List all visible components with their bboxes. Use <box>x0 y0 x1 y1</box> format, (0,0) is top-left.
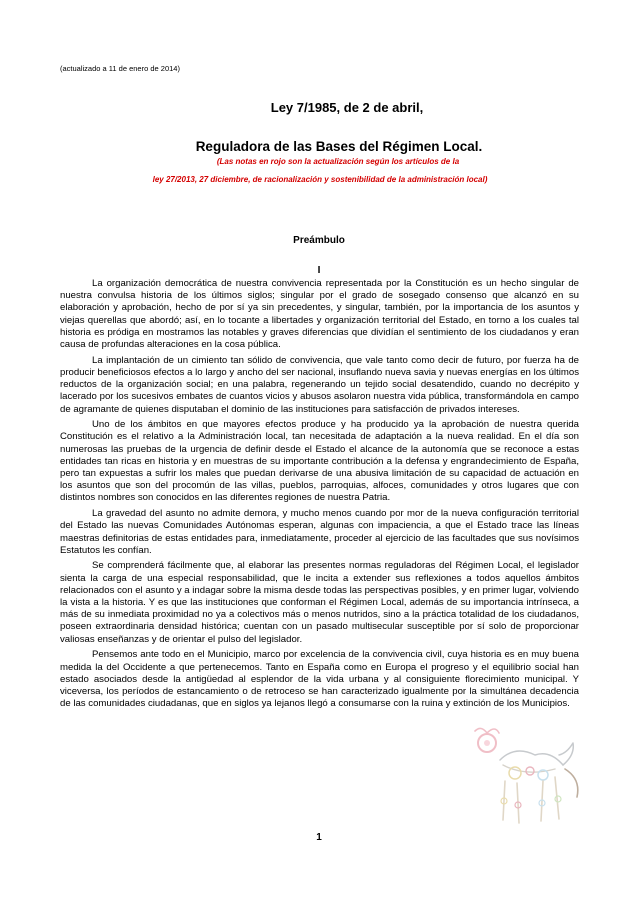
decorative-doodle-icon <box>455 725 595 845</box>
update-note: (actualizado a 11 de enero de 2014) <box>60 64 180 73</box>
paragraph: La implantación de un cimiento tan sólido de convivencia, que vale tanto como decir de futuro, por fuerza ha de producir beneficiosos efectos a lo largo y ancho del ser nacional, insuflando nueva savia y nuevas energías en los últimos reductos de la organización social; en una palabra, regenerando un tejido social desatendido, cuando no decrépito y lacerado por los sucesivos embates de cuantos vicios y abusos asolaron nuestra vida pública, transformándola en campo de agramante de quienes disputaban el dominio de las instituciones para satisfacción de privados intereses. <box>60 354 579 415</box>
section-numeral: I <box>317 265 321 276</box>
section-heading: Preámbulo <box>293 235 345 246</box>
red-note-line-1: (Las notas en rojo son la actualización según los artículos de la <box>216 157 460 166</box>
law-subtitle: Reguladora de las Bases del Régimen Local. <box>195 139 483 154</box>
red-note-line-2: ley 27/2013, 27 diciembre, de racionalización y sostenibilidad de la administración local) <box>152 175 488 184</box>
law-title: Ley 7/1985, de 2 de abril, <box>270 100 424 115</box>
body-text <box>60 278 579 714</box>
paragraph: Se comprenderá fácilmente que, al elaborar las presentes normas reguladoras del Régimen Local, el legislador sienta la carga de una especial responsabilidad, que le incita a extender sus reflexiones a todos aquellos ámbitos relacionados con el asunto y a indagar sobre la misma desde todas las perspectivas posibles, y en primer lugar, volviendo la vista a la historia. Y es que las instituciones que conforman el Régimen Local, además de su importancia intrínseca, a más de su inmediata proximidad no ya a colectivos más o menos nutridos, sino a la práctica totalidad de los ciudadanos, poseen extraordinaria densidad histórica; cuentan con un pasado multisecular susceptible por sí solo de proporcionar valiosas enseñanzas y de orientar el pulso del legislador. <box>60 560 579 645</box>
paragraph: Pensemos ante todo en el Municipio, marco por excelencia de la convivencia civil, cuya historia es en muy buena medida la del Occidente a que pertenecemos. Tanto en España como en Europa el progreso y el equilibrio social han estado asociados desde la antigüedad al esplendor de la vida urbana y al consiguiente florecimiento municipal. Y viceversa, los períodos de estancamiento o de retroceso se han caracterizado igualmente por la simultánea decadencia de las comunidades ciudadanas, que en siglos ya lejanos llegó a consumarse con la ruina y extinción de los Municipios. <box>60 649 579 710</box>
paragraph: La gravedad del asunto no admite demora, y mucho menos cuando por mor de la nueva configuración territorial del Estado las nuevas Comunidades Autónomas esperan, algunas con impaciencia, a que el Estado trace las líneas maestras definitorias de estas entidades para, inmediatamente, proceder al ejercicio de las facultades que sus novísimos Estatutos les confían. <box>60 508 579 556</box>
paragraph: Uno de los ámbitos en que mayores efectos produce y ha producido ya la aprobación de nuestra querida Constitución es el relativo a la Administración local, tan necesitada de adaptación a la nueva realidad. En el día son numerosas las pruebas de la urgencia de definir desde el Estado el alcance de la autonomía que se reconoce a estas entidades tan ricas en historia y en muestras de su importante contribución a la defensa y engrandecimiento de España, pero tan expuestas a sufrir los males que puedan derivarse de una abusiva limitación de su capacidad de actuación en los asuntos que son del procomún de las villas, pueblos, parroquias, alfoces, comunidades y otros lugares que con distintos nombres son conocidos en las diferentes regiones de nuestra Patria. <box>60 419 579 504</box>
page-number: 1 <box>316 832 322 843</box>
paragraph: La organización democrática de nuestra convivencia representada por la Constitución es un hecho singular de nuestra convulsa historia de los últimos siglos; singular por el grado de sosegado consenso que alcanzó en su elaboración y aprobación, hecho de por sí ya sin precedentes, y singular, también, por la importancia de los asuntos y viejas querellas que abordó; así, en lo tocante a libertades y organización territorial del Estado, en torno a los cuales tal historia es pródiga en mostramos las notables y graves diferencias que dividían el sentimiento de los ciudadanos y eran causa de profundas alteraciones en la cosa pública. <box>60 278 579 351</box>
